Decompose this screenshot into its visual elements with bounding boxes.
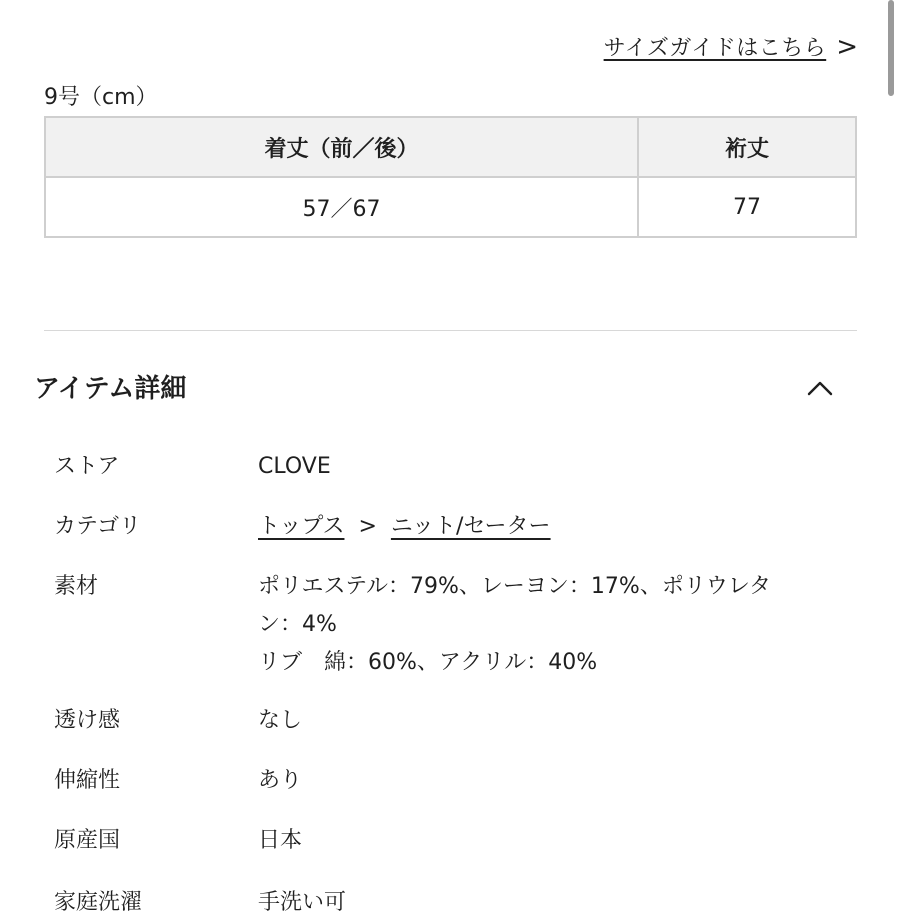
detail-row-category	[54, 508, 854, 546]
item-details-list	[54, 448, 854, 882]
size-table-header-sleeve: 裄丈	[638, 117, 856, 177]
material-line-2: ン：4%	[258, 612, 337, 637]
size-table	[44, 116, 857, 238]
detail-row-origin	[54, 822, 854, 860]
table-row	[45, 177, 856, 237]
detail-key-origin: 原産国	[54, 828, 121, 853]
chevron-up-icon	[802, 372, 838, 402]
detail-value-material	[258, 568, 854, 682]
size-table-cell-sleeve: 77	[638, 177, 856, 237]
detail-row-store	[54, 448, 854, 486]
item-details-title: アイテム詳細	[34, 374, 187, 404]
category-link-knit-sweater[interactable]: ニット/セーター	[390, 514, 551, 539]
detail-key-stretch: 伸縮性	[54, 768, 121, 793]
size-table-header-length: 着丈（前／後）	[45, 117, 638, 177]
collapse-button[interactable]	[802, 372, 838, 402]
size-guide-link-text[interactable]: サイズガイドはこちら	[603, 36, 827, 61]
section-divider	[44, 330, 857, 331]
detail-key-sheerness: 透け感	[54, 708, 121, 733]
detail-key-cutoff: 家庭洗濯	[54, 890, 143, 915]
category-separator: >	[358, 514, 377, 539]
detail-row-material	[54, 568, 854, 682]
category-breadcrumb	[258, 508, 854, 546]
detail-row-stretch	[54, 762, 854, 800]
detail-key-store: ストア	[54, 454, 120, 479]
detail-value-cutoff: 手洗い可	[258, 890, 347, 915]
detail-row-sheerness	[54, 702, 854, 740]
detail-value-origin: 日本	[258, 828, 303, 853]
detail-value-store: CLOVE	[258, 454, 331, 479]
material-line-3: リブ 綿：60%、アクリル：40%	[258, 650, 598, 675]
category-link-tops[interactable]: トップス	[258, 514, 345, 539]
detail-key-material: 素材	[54, 574, 99, 599]
detail-key-category: カテゴリ	[54, 514, 142, 539]
size-guide-link[interactable]	[604, 31, 858, 62]
material-line-1: ポリエステル：79%、レーヨン：17%、ポリウレタ	[258, 574, 771, 599]
detail-row-cutoff	[54, 884, 854, 922]
size-table-label: 9号（cm）	[44, 85, 158, 110]
detail-value-sheerness: なし	[258, 708, 303, 733]
detail-value-stretch: あり	[258, 768, 303, 793]
size-table-cell-length: 57／67	[45, 177, 638, 237]
size-table-header-row	[45, 117, 856, 177]
chevron-right-icon: >	[836, 31, 858, 62]
scrollbar-thumb[interactable]	[888, 0, 894, 96]
